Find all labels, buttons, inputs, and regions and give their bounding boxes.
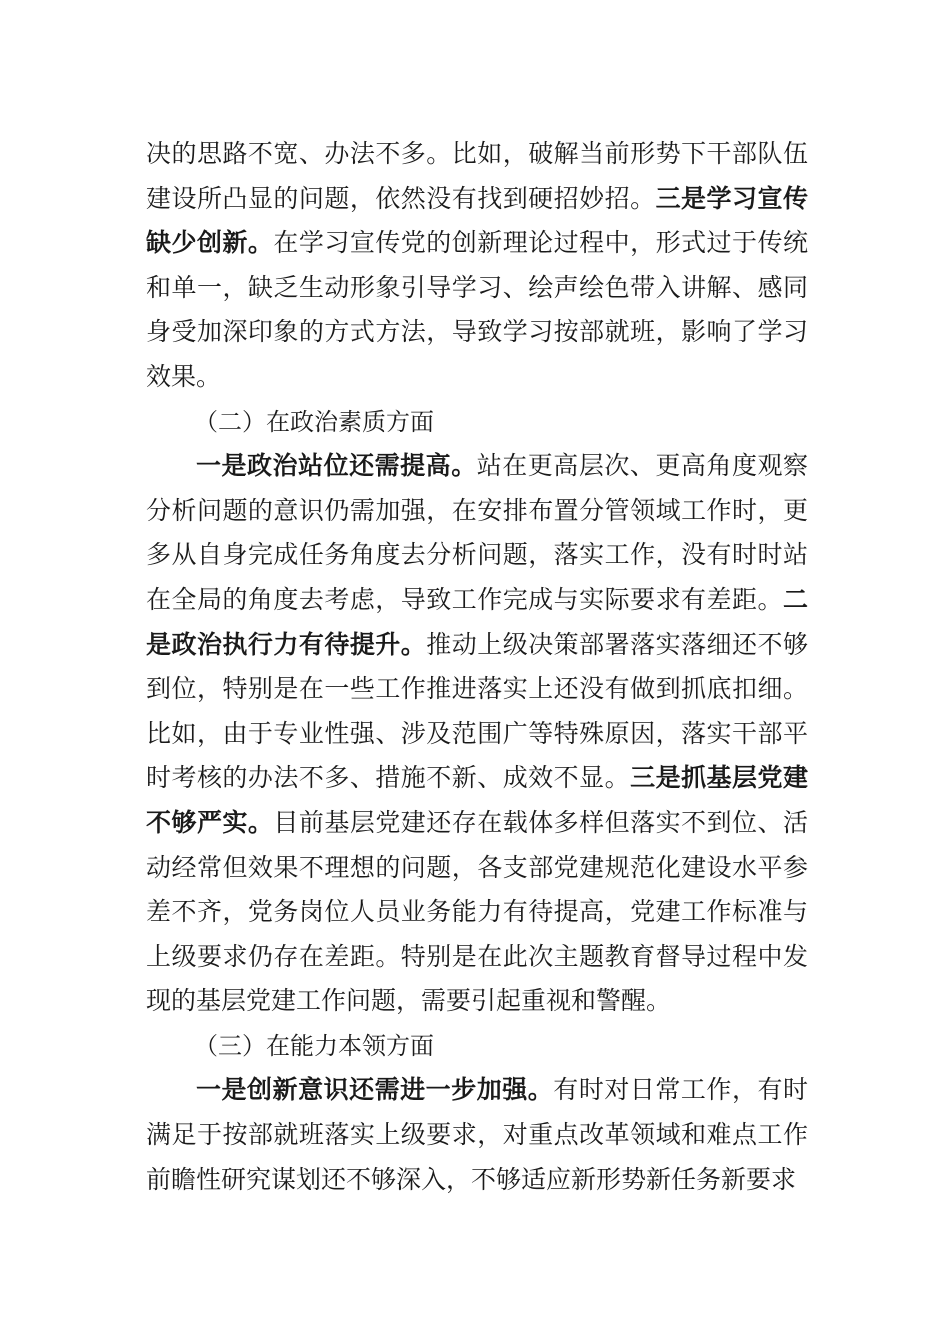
text-run: 站在更高层次、更高角度观察分析问题的意识仍需加强，在安排布置分管领域工作时，更多从自身完成任务角度去分析问题，落实工作，没有时时站在全局的角度去考虑，导致工作完成与实际要求有差距。 [146, 451, 808, 614]
section-heading-ability: （三）在能力本领方面 [194, 1031, 434, 1060]
paragraph-continuation [146, 132, 808, 400]
bold-lead-phrase: 三是学习宣传缺少创新。 [146, 183, 808, 258]
bold-lead-phrase: 一是创新意识还需进一步加强。 [196, 1075, 554, 1105]
paragraph-ability [146, 1068, 808, 1202]
text-run: 推动上级决策部署落实落细还不够到位，特别是在一些工作推进落实上还没有做到抓底扣细。比如，由于专业性强、涉及范围广等特殊原因，落实干部平时考核的办法不多、措施不新、成效不显。 [146, 629, 808, 793]
text-run: 有时对日常工作，有时满足于按部就班落实上级要求，对重点改革领域和难点工作前瞻性研究谋划还不够深入，不够适应新形势新任务新要求 [146, 1075, 808, 1194]
bold-lead-phrase: 一是政治站位还需提高。 [196, 451, 477, 481]
bold-lead-phrase: 二是政治执行力有待提升。 [146, 584, 808, 659]
text-run: 目前基层党建还存在载体多样但落实不到位、活动经常但效果不理想的问题，各支部党建规范化建设水平参差不齐，党务岗位人员业务能力有待提高，党建工作标准与上级要求仍存在差距。特别是在此次主题教育督导过程中发现的基层党建工作问题，需要引起重视和警醒。 [146, 807, 808, 1016]
paragraph-political-quality [146, 444, 808, 1024]
section-heading-political-quality: （二）在政治素质方面 [194, 407, 434, 436]
text-run: 决的思路不宽、办法不多。比如，破解当前形势下干部队伍建设所凸显的问题，依然没有找到硬招妙招。 [146, 139, 808, 213]
bold-lead-phrase: 三是抓基层党建不够严实。 [146, 763, 808, 837]
document-body [146, 132, 808, 1202]
text-run: 在学习宣传党的创新理论过程中，形式过于传统和单一，缺乏生动形象引导学习、绘声绘色带入讲解、感同身受加深印象的方式方法，导致学习按部就班，影响了学习效果。 [146, 228, 808, 391]
